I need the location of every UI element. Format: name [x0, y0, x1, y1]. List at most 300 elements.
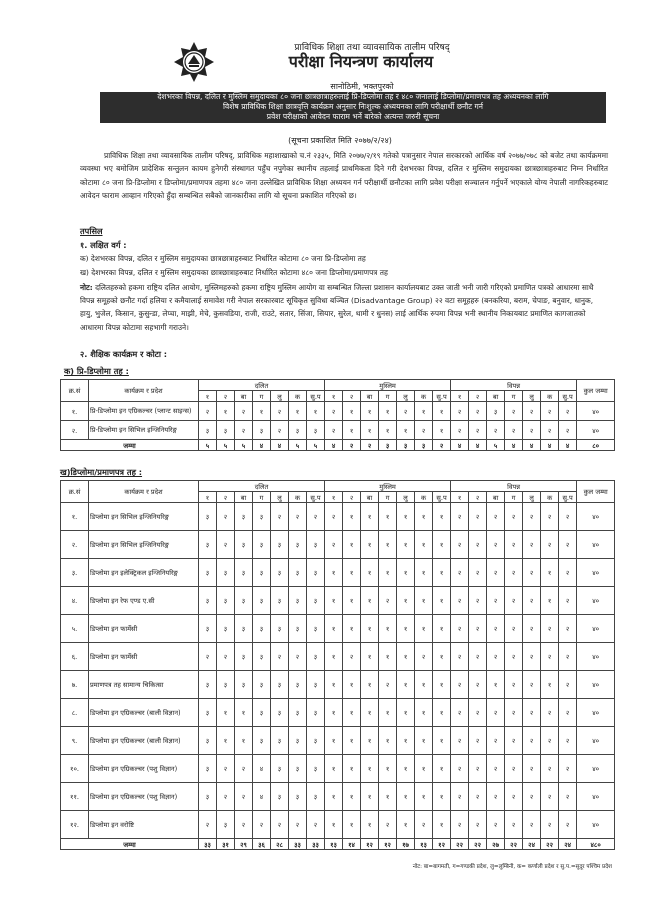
- quota-cell: २: [505, 587, 523, 615]
- quota-cell: २: [505, 671, 523, 699]
- col-total-header: कुल जम्मा: [577, 481, 615, 503]
- quota-cell: २: [253, 811, 271, 839]
- quota-cell: २: [559, 503, 577, 531]
- quota-cell: १: [379, 402, 397, 421]
- total-cell: ५: [487, 440, 505, 451]
- quota-cell: ३: [307, 727, 325, 755]
- province-header: लु: [271, 492, 289, 503]
- quota-cell: ३: [235, 643, 253, 671]
- quota-cell: १: [433, 615, 451, 643]
- quota-cell: २: [559, 671, 577, 699]
- total-cell: २: [361, 440, 379, 451]
- group-header: दलित: [199, 481, 325, 492]
- total-cell: ३३: [289, 839, 307, 850]
- quota-cell: २: [451, 503, 469, 531]
- quota-cell: ३: [253, 531, 271, 559]
- quota-cell: १: [415, 671, 433, 699]
- row-serial: ४.: [61, 587, 89, 615]
- quota-cell: ३: [235, 615, 253, 643]
- quota-cell: १: [379, 615, 397, 643]
- target-group-a: क) देशभरका विपन्न, दलित र मुस्लिम समुदायका छात्रछात्राहरुबाट निर्धारित कोटामा ८० जना प्रि-डिप्लोमा तह: [80, 254, 366, 263]
- quota-cell: १: [433, 783, 451, 811]
- quota-cell: ३: [271, 587, 289, 615]
- intro-paragraph: [80, 149, 608, 203]
- table-row: [61, 643, 615, 671]
- quota-cell: ३: [199, 671, 217, 699]
- quota-cell: २: [451, 615, 469, 643]
- quota-cell: १: [433, 699, 451, 727]
- quota-cell: ३: [217, 671, 235, 699]
- banner-line-3: प्रवेश परीक्षाको आवेदन फाराम भर्ने बारेको अत्यन्त जरुरी सूचना: [266, 112, 440, 122]
- quota-cell: २: [505, 615, 523, 643]
- quota-cell: १: [397, 587, 415, 615]
- quota-cell: ३: [199, 421, 217, 440]
- quota-cell: २: [451, 421, 469, 440]
- quota-cell: २: [541, 811, 559, 839]
- quota-cell: २: [469, 811, 487, 839]
- quota-cell: १: [325, 643, 343, 671]
- quota-cell: १: [397, 643, 415, 671]
- province-header: सु.प: [433, 492, 451, 503]
- quota-cell: २: [541, 503, 559, 531]
- total-cell: ४: [325, 440, 343, 451]
- province-header: सु.प: [307, 391, 325, 402]
- quota-cell: ३: [235, 531, 253, 559]
- quota-cell: १: [433, 727, 451, 755]
- quota-cell: २: [325, 531, 343, 559]
- quota-cell: ३: [199, 699, 217, 727]
- quota-cell: २: [289, 811, 307, 839]
- province-header: लु: [397, 492, 415, 503]
- quota-cell: २: [217, 643, 235, 671]
- quota-cell: १: [415, 559, 433, 587]
- quota-cell: २: [469, 587, 487, 615]
- quota-cell: २: [505, 727, 523, 755]
- total-cell: ३६: [253, 839, 271, 850]
- quota-cell: ३: [271, 755, 289, 783]
- quota-cell: २: [271, 421, 289, 440]
- total-cell: २: [343, 440, 361, 451]
- quota-cell: ३: [253, 421, 271, 440]
- table-row: [61, 727, 615, 755]
- quota-cell: २: [487, 559, 505, 587]
- col-serial-header: क्र.सं: [61, 481, 89, 503]
- quota-cell: २: [469, 615, 487, 643]
- quota-cell: १: [415, 531, 433, 559]
- province-header: सु.प: [433, 391, 451, 402]
- quota-cell: २: [307, 811, 325, 839]
- row-program: डिप्लोमा इन फार्मेसी: [89, 643, 199, 671]
- quota-cell: ३: [253, 643, 271, 671]
- quota-cell: १: [433, 402, 451, 421]
- row-serial: ५.: [61, 615, 89, 643]
- quota-cell: २: [523, 755, 541, 783]
- quota-cell: २: [469, 559, 487, 587]
- quota-cell: १: [379, 531, 397, 559]
- row-total: ४०: [577, 699, 615, 727]
- quota-cell: १: [433, 503, 451, 531]
- banner-line-1: देशभरका विपन्न, दलित र मुस्लिम समुदायका ८० जना छात्रछात्राहरुलाई प्रि-डिप्लोमा तह र ४८० जनालाई डिप्लोमा/प्रमाणपत्र तह अध्ययनका लागि: [157, 92, 549, 101]
- table-row: [61, 503, 615, 531]
- row-total: ४०: [577, 402, 615, 421]
- quota-cell: २: [523, 615, 541, 643]
- quota-cell: २: [523, 811, 541, 839]
- quota-cell: ३: [199, 727, 217, 755]
- table-row: [61, 811, 615, 839]
- row-program: डिप्लोमा इन वरोष्टि: [89, 811, 199, 839]
- row-total: ४०: [577, 671, 615, 699]
- quota-cell: २: [523, 559, 541, 587]
- quota-cell: ३: [199, 531, 217, 559]
- row-serial: ६.: [61, 643, 89, 671]
- quota-cell: २: [379, 587, 397, 615]
- table-row: [61, 671, 615, 699]
- quota-cell: २: [235, 811, 253, 839]
- total-cell: २४: [559, 839, 577, 850]
- col-program-header: कार्यक्रम र प्रदेश: [89, 481, 199, 503]
- row-total: ४०: [577, 727, 615, 755]
- quota-cell: ३: [289, 615, 307, 643]
- quota-cell: १: [343, 402, 361, 421]
- province-header: बा: [235, 391, 253, 402]
- quota-cell: ३: [235, 587, 253, 615]
- quota-cell: २: [523, 699, 541, 727]
- quota-cell: २: [235, 402, 253, 421]
- quota-cell: २: [379, 671, 397, 699]
- quota-cell: २: [451, 699, 469, 727]
- province-abbreviation-note: नोट: बा=बागमती, ग=गण्डकी प्रदेश, लु=लुम्बिनी, क= कर्णाली प्रदेश र सु.प.=सुदूर पश्चिम प्रदेश: [412, 864, 612, 870]
- quota-cell: २: [559, 587, 577, 615]
- quota-cell: १: [325, 783, 343, 811]
- target-group-b: ख) देशभरका विपन्न, दलित र मुस्लिम समुदायका छात्रछात्राहरुबाट निर्धारित कोटामा ४८० जना डिप्लोमा/प्रमाणपत्र तह: [80, 268, 388, 277]
- quota-cell: २: [523, 402, 541, 421]
- province-header: लु: [271, 391, 289, 402]
- quota-cell: २: [451, 671, 469, 699]
- total-cell: ४: [253, 440, 271, 451]
- quota-cell: १: [397, 615, 415, 643]
- quota-cell: १: [433, 811, 451, 839]
- quota-cell: १: [325, 671, 343, 699]
- quota-cell: २: [469, 699, 487, 727]
- col-total-header: कुल जम्मा: [577, 380, 615, 402]
- table-row: [61, 699, 615, 727]
- total-cell: १२: [433, 839, 451, 850]
- quota-cell: २: [523, 421, 541, 440]
- quota-cell: १: [361, 699, 379, 727]
- quota-cell: १: [379, 643, 397, 671]
- total-cell: २२: [451, 839, 469, 850]
- quota-cell: १: [379, 727, 397, 755]
- province-header: ग: [379, 391, 397, 402]
- row-serial: १.: [61, 503, 89, 531]
- quota-cell: २: [487, 615, 505, 643]
- row-program: डिप्लोमा इन एग्रिकल्चर (पशु विज्ञान): [89, 755, 199, 783]
- quota-cell: २: [505, 531, 523, 559]
- quota-cell: २: [559, 755, 577, 783]
- quota-cell: २: [559, 531, 577, 559]
- quota-cell: ४: [253, 783, 271, 811]
- quota-cell: २: [271, 402, 289, 421]
- quota-cell: २: [505, 503, 523, 531]
- quota-cell: २: [217, 783, 235, 811]
- office-location: सानोठिमी, भक्तपुरको: [330, 82, 394, 91]
- province-header: ग: [253, 492, 271, 503]
- total-cell: ४: [541, 440, 559, 451]
- table-row: [61, 783, 615, 811]
- province-header: क: [289, 492, 307, 503]
- quota-cell: २: [379, 811, 397, 839]
- quota-cell: २: [451, 559, 469, 587]
- col-program-header: कार्यक्रम र प्रदेश: [89, 380, 199, 402]
- quota-cell: १: [325, 587, 343, 615]
- quota-cell: १: [361, 671, 379, 699]
- total-cell: २२: [469, 839, 487, 850]
- quota-cell: १: [433, 559, 451, 587]
- quota-cell: १: [541, 559, 559, 587]
- quota-cell: १: [415, 402, 433, 421]
- quota-cell: २: [217, 503, 235, 531]
- quota-cell: १: [253, 402, 271, 421]
- quota-cell: २: [451, 587, 469, 615]
- province-header: लु: [523, 492, 541, 503]
- quota-cell: २: [541, 531, 559, 559]
- quota-cell: २: [541, 402, 559, 421]
- quota-cell: २: [487, 643, 505, 671]
- total-cell: २: [433, 440, 451, 451]
- row-serial: १०.: [61, 755, 89, 783]
- quota-cell: १: [415, 615, 433, 643]
- total-cell: २९: [235, 839, 253, 850]
- quota-cell: ३: [307, 559, 325, 587]
- quota-cell: १: [397, 531, 415, 559]
- province-header: ग: [253, 391, 271, 402]
- total-cell: ५: [307, 440, 325, 451]
- quota-cell: ३: [199, 783, 217, 811]
- row-total: ४०: [577, 587, 615, 615]
- section2-heading: २. शैक्षिक कार्यक्रम र कोटा :: [80, 349, 168, 359]
- quota-cell: ३: [253, 559, 271, 587]
- quota-cell: १: [433, 531, 451, 559]
- total-cell: १२: [379, 839, 397, 850]
- quota-cell: १: [325, 727, 343, 755]
- table-row: [61, 559, 615, 587]
- province-header: सु.प: [307, 492, 325, 503]
- total-cell: ५: [289, 440, 307, 451]
- quota-cell: १: [415, 755, 433, 783]
- quota-cell: २: [487, 727, 505, 755]
- total-cell: ५: [199, 440, 217, 451]
- quota-cell: २: [559, 811, 577, 839]
- quota-cell: १: [343, 615, 361, 643]
- council-name: प्राविधिक शिक्षा तथा व्यावसायिक तालीम परिषद्: [294, 43, 450, 53]
- quota-cell: २: [559, 643, 577, 671]
- quota-cell: १: [379, 503, 397, 531]
- quota-cell: १: [361, 503, 379, 531]
- table-row: [61, 615, 615, 643]
- province-header: १: [325, 391, 343, 402]
- province-header: २: [469, 492, 487, 503]
- province-header: २: [217, 492, 235, 503]
- quota-cell: २: [559, 559, 577, 587]
- quota-cell: २: [487, 503, 505, 531]
- total-cell: १७: [397, 839, 415, 850]
- row-serial: २.: [61, 421, 89, 440]
- quota-cell: ३: [271, 727, 289, 755]
- quota-cell: ३: [307, 531, 325, 559]
- quota-cell: ३: [289, 559, 307, 587]
- province-header: ग: [505, 391, 523, 402]
- quota-cell: २: [523, 671, 541, 699]
- quota-cell: ३: [217, 559, 235, 587]
- quota-cell: १: [415, 587, 433, 615]
- table-row: [61, 402, 615, 421]
- quota-cell: २: [523, 643, 541, 671]
- quota-cell: २: [541, 615, 559, 643]
- quota-cell: १: [379, 699, 397, 727]
- quota-cell: ३: [235, 503, 253, 531]
- table-b-caption: ख)डिप्लोमा/प्रमाणपत्र तह :: [60, 467, 143, 477]
- quota-cell: २: [451, 811, 469, 839]
- row-serial: २.: [61, 531, 89, 559]
- quota-cell: १: [433, 671, 451, 699]
- total-cell: ३३: [199, 839, 217, 850]
- quota-cell: २: [415, 643, 433, 671]
- quota-cell: २: [451, 531, 469, 559]
- quota-cell: १: [235, 727, 253, 755]
- row-serial: ११.: [61, 783, 89, 811]
- quota-cell: ३: [307, 643, 325, 671]
- quota-cell: १: [343, 811, 361, 839]
- quota-cell: ३: [289, 755, 307, 783]
- quota-cell: ३: [199, 587, 217, 615]
- total-cell: ३३: [307, 839, 325, 850]
- quota-cell: १: [235, 699, 253, 727]
- quota-cell: ३: [307, 755, 325, 783]
- quota-cell: २: [235, 421, 253, 440]
- row-program: प्रमाणपत्र तह सामान्य चिकित्सा: [89, 671, 199, 699]
- total-cell: ४: [505, 440, 523, 451]
- row-total: ४०: [577, 755, 615, 783]
- total-cell: २८: [271, 839, 289, 850]
- quota-cell: २: [199, 811, 217, 839]
- quota-cell: ३: [307, 699, 325, 727]
- quota-cell: १: [397, 783, 415, 811]
- quota-cell: ३: [271, 699, 289, 727]
- quota-cell: ३: [307, 783, 325, 811]
- quota-cell: २: [217, 755, 235, 783]
- quota-cell: ३: [217, 615, 235, 643]
- total-cell: २७: [487, 839, 505, 850]
- quota-cell: ३: [307, 421, 325, 440]
- quota-cell: २: [559, 699, 577, 727]
- quota-cell: २: [505, 755, 523, 783]
- group-header: विपन्न: [451, 380, 577, 391]
- quota-cell: ३: [235, 671, 253, 699]
- quota-cell: २: [487, 755, 505, 783]
- quota-cell: १: [361, 559, 379, 587]
- quota-cell: १: [361, 421, 379, 440]
- totals-row: [61, 839, 615, 850]
- total-cell: ५: [235, 440, 253, 451]
- quota-cell: ३: [271, 783, 289, 811]
- group-header: मुस्लिम: [325, 481, 451, 492]
- province-header: २: [343, 391, 361, 402]
- row-total: ४०: [577, 783, 615, 811]
- row-total: ४०: [577, 615, 615, 643]
- total-cell: १३: [415, 839, 433, 850]
- note-label: नोट:: [80, 283, 93, 292]
- quota-cell: ३: [199, 559, 217, 587]
- quota-cell: १: [433, 755, 451, 783]
- quota-cell: २: [469, 783, 487, 811]
- province-header: सु.प: [559, 492, 577, 503]
- quota-cell: ३: [253, 587, 271, 615]
- quota-cell: ३: [199, 615, 217, 643]
- notice-banner: [100, 92, 606, 123]
- quota-cell: ३: [289, 671, 307, 699]
- quota-cell: १: [397, 727, 415, 755]
- quota-cell: १: [217, 402, 235, 421]
- quota-cell: १: [361, 643, 379, 671]
- quota-cell: १: [361, 402, 379, 421]
- total-cell: ३: [397, 440, 415, 451]
- quota-cell: १: [361, 587, 379, 615]
- quota-cell: २: [289, 503, 307, 531]
- total-cell: ५: [217, 440, 235, 451]
- group-header: मुस्लिम: [325, 380, 451, 391]
- row-program: प्रि-डिप्लोमा इन सिभिल इन्जिनियरिङ्ग: [89, 421, 199, 440]
- section1-heading: १. लक्षित वर्ग :: [80, 240, 127, 250]
- quota-cell: १: [379, 755, 397, 783]
- row-serial: ७.: [61, 671, 89, 699]
- quota-cell: २: [505, 811, 523, 839]
- quota-cell: २: [487, 699, 505, 727]
- quota-cell: २: [451, 755, 469, 783]
- quota-cell: १: [361, 531, 379, 559]
- quota-cell: १: [343, 421, 361, 440]
- quota-cell: १: [397, 559, 415, 587]
- row-total: ४०: [577, 811, 615, 839]
- quota-cell: २: [235, 783, 253, 811]
- quota-cell: ३: [271, 615, 289, 643]
- quota-cell: २: [415, 811, 433, 839]
- total-cell: ४: [451, 440, 469, 451]
- quota-cell: ३: [199, 755, 217, 783]
- quota-cell: २: [469, 531, 487, 559]
- quota-cell: २: [469, 643, 487, 671]
- quota-cell: २: [199, 402, 217, 421]
- row-program: डिप्लोमा इन सिभिल इन्जिनियरिङ्ग: [89, 531, 199, 559]
- row-serial: १२.: [61, 811, 89, 839]
- quota-cell: २: [451, 402, 469, 421]
- total-cell: ४: [559, 440, 577, 451]
- quota-cell: २: [487, 421, 505, 440]
- tapsil-heading: तपसिल: [80, 226, 103, 236]
- quota-cell: १: [343, 755, 361, 783]
- quota-cell: २: [541, 643, 559, 671]
- province-header: १: [451, 391, 469, 402]
- total-cell: १४: [343, 839, 361, 850]
- quota-cell: १: [541, 671, 559, 699]
- quota-cell: १: [415, 503, 433, 531]
- totals-row: [61, 440, 615, 451]
- province-header: क: [415, 492, 433, 503]
- quota-cell: १: [379, 421, 397, 440]
- total-cell: २२: [541, 839, 559, 850]
- quota-cell: ३: [289, 699, 307, 727]
- quota-cell: १: [307, 402, 325, 421]
- quota-cell: ४: [253, 755, 271, 783]
